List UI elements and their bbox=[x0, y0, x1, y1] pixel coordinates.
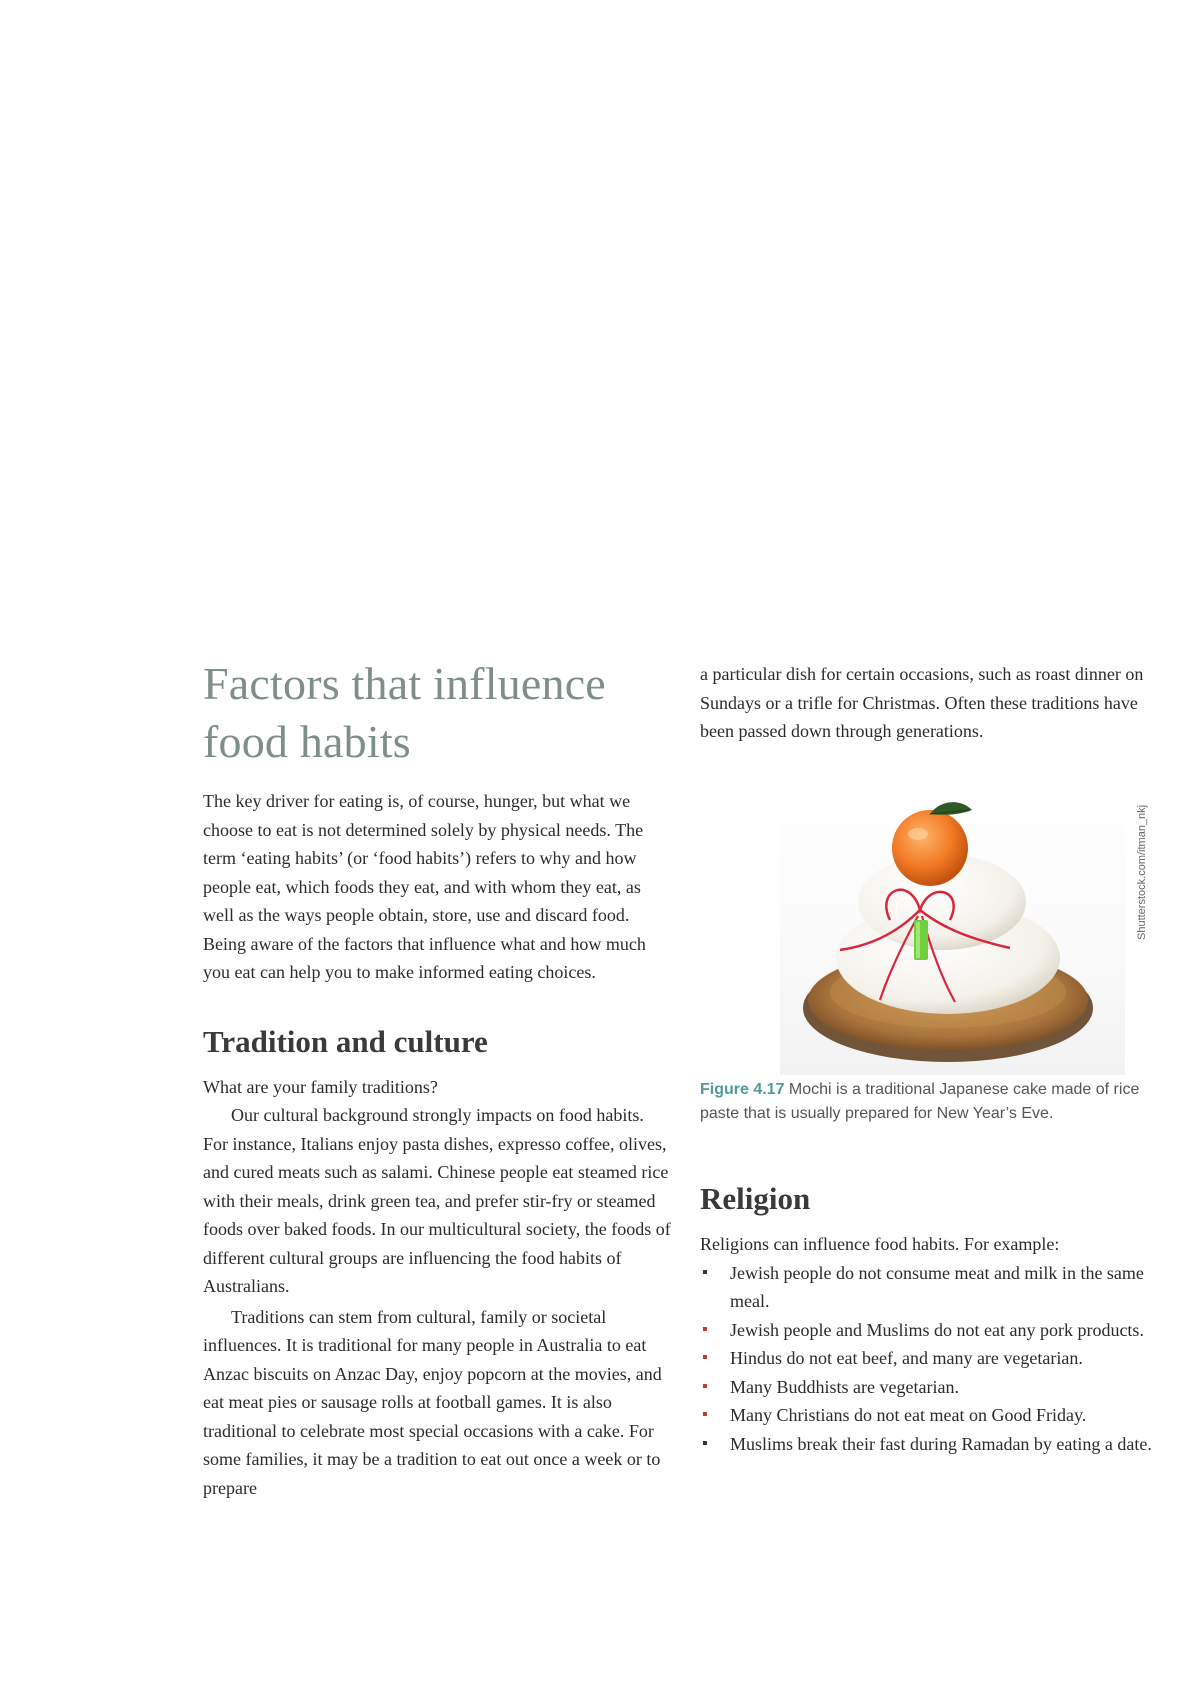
bullet-icon: ▪ bbox=[702, 1434, 708, 1452]
page-title-line-1: Factors that influence bbox=[203, 658, 606, 709]
mochi-figure bbox=[780, 770, 1125, 1075]
page-title bbox=[203, 655, 673, 771]
tradition-question: What are your family traditions? bbox=[203, 1076, 438, 1097]
tradition-heading: Tradition and culture bbox=[203, 1023, 488, 1059]
figure-caption bbox=[700, 1078, 1140, 1126]
bullet-icon: ▪ bbox=[702, 1377, 708, 1395]
page-title-line-2: food habits bbox=[203, 716, 411, 767]
right-column bbox=[700, 660, 1160, 746]
list-item: ▪ Many Christians do not eat meat on Good Friday. bbox=[700, 1401, 1160, 1430]
list-item: ▪ Muslims break their fast during Ramadan by eating a date. bbox=[700, 1430, 1160, 1459]
religion-intro: Religions can influence food habits. For example: bbox=[700, 1234, 1060, 1254]
figure-caption-text: Mochi is a traditional Japanese cake made of rice paste that is usually prepared for New Year’s Eve. bbox=[700, 1081, 1140, 1122]
list-item: ▪ Hindus do not eat beef, and many are vegetarian. bbox=[700, 1344, 1160, 1373]
bullet-icon: ▪ bbox=[702, 1406, 708, 1423]
list-item: ▪ Many Buddhists are vegetarian. bbox=[700, 1373, 1160, 1402]
tradition-continued-paragraph: a particular dish for certain occasions, such as roast dinner on Sundays or a trifle for Christmas. Often these traditions have been passed down through generations. bbox=[700, 664, 1144, 741]
tradition-paragraph-1: Our cultural background strongly impacts on food habits. For instance, Italians enjoy pasta dishes, expresso coffee, olives, and cured meats such as salami. Chinese people eat steamed rice with their meals, drink green tea, and prefer stir-fry or steamed foods over baked foods. In our multicultural society, the foods of different cultural groups are influencing the food habits of Australians. bbox=[203, 1105, 671, 1296]
religion-heading: Religion bbox=[700, 1181, 811, 1216]
bullet-icon: ▪ bbox=[702, 1349, 708, 1366]
bullet-icon: ▪ bbox=[702, 1263, 708, 1281]
tradition-paragraph-2: Traditions can stem from cultural, family or societal influences. It is traditional for many people in Australia to eat Anzac biscuits on Anzac Day, enjoy popcorn at the movies, and eat meat pies or sausage rolls at football games. It is also traditional to celebrate most special occasions with a cake. For some families, it may be a tradition to eat out once a week or to prepare bbox=[203, 1306, 662, 1498]
figure-label: Figure 4.17 bbox=[700, 1081, 785, 1098]
photo-credit: Shutterstock.com/itman_nkj bbox=[1136, 804, 1148, 940]
religion-list bbox=[700, 1259, 1160, 1459]
mochi-illustration bbox=[780, 770, 1125, 1075]
religion-section bbox=[700, 1180, 1160, 1458]
left-column bbox=[203, 655, 673, 1502]
bullet-icon: ▪ bbox=[702, 1320, 708, 1338]
list-item: ▪ Jewish people and Muslims do not eat any pork products. bbox=[700, 1316, 1160, 1345]
intro-paragraph: The key driver for eating is, of course, hunger, but what we choose to eat is not determined solely by physical needs. The term ‘eating habits’ (or ‘food habits’) refers to why and how people eat, which foods they eat, and with whom they eat, as well as the ways people obtain, store, use and discard food. Being aware of the factors that influence what and how much you eat can help you to make informed eating choices. bbox=[203, 791, 646, 982]
list-item: ▪ Jewish people do not consume meat and milk in the same meal. bbox=[700, 1259, 1160, 1316]
